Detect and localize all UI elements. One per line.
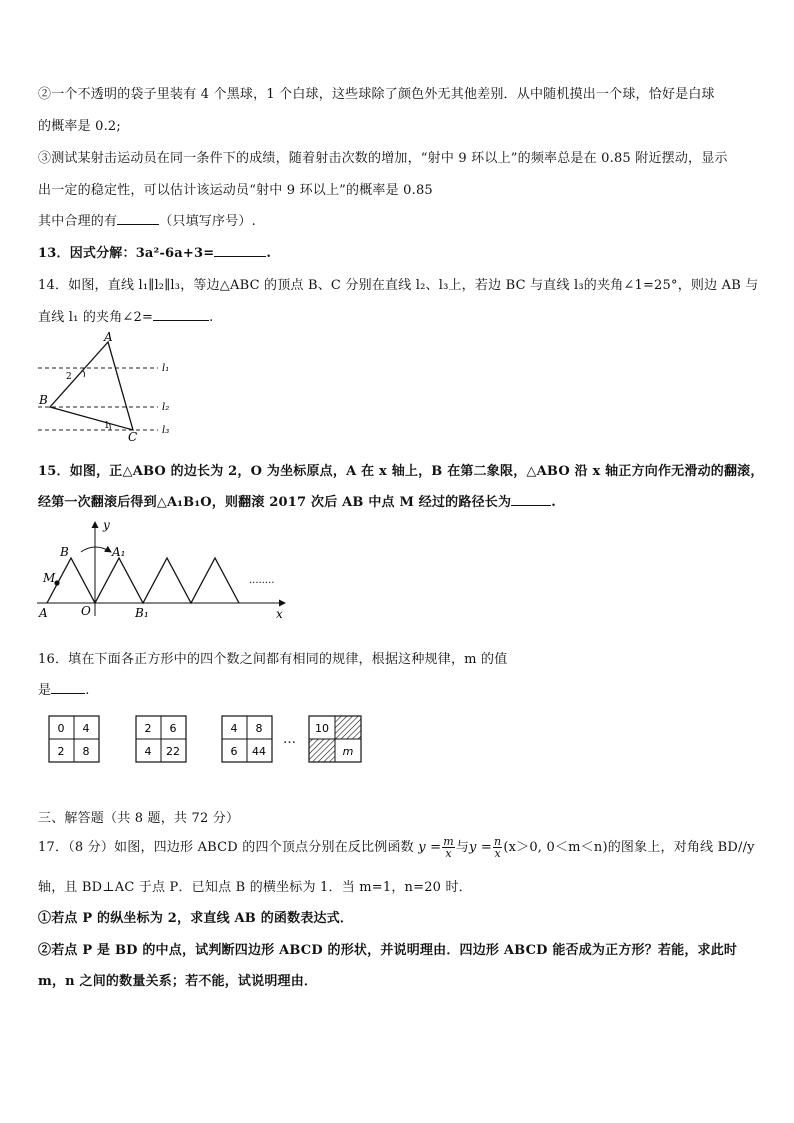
label-o: O — [81, 604, 91, 618]
number-square-3 — [221, 715, 273, 767]
q17-item2-line2: m，n 之间的数量关系；若不能，试说明理由． — [38, 974, 318, 989]
ellipsis: … — [283, 732, 296, 747]
q15-line2 — [38, 491, 556, 510]
square-1-tl: 0 — [57, 722, 65, 735]
number-square-2 — [135, 715, 187, 767]
label-c: C — [128, 430, 138, 444]
triangle-abc — [50, 342, 133, 430]
label-l1: l₁ — [162, 363, 170, 374]
label-b: B — [60, 545, 69, 559]
square-3-tr: 8 — [255, 722, 263, 735]
q14-figure — [30, 330, 190, 445]
section-title: 三、解答题（共 8 题，共 72 分） — [38, 811, 240, 826]
f2-lhs: y = — [469, 840, 493, 855]
hatched-cell-bl — [309, 739, 335, 762]
square-4-tl: 10 — [315, 722, 329, 735]
q12-answer-prefix: 其中合理的有 — [38, 214, 118, 229]
q17-intro: 17．（8 分）如图，四边形 ABCD 的四个顶点分别在反比例函数 — [38, 840, 414, 855]
q13-end: . — [266, 246, 272, 261]
label-x: x — [276, 607, 283, 621]
f1-lhs: y = — [418, 840, 442, 855]
q12-answer-suffix: （只填写序号）. — [159, 214, 256, 229]
q12-item3-line2: 出一定的稳定性，可以估计该运动员“射中 9 环以上”的概率是 0.85 — [38, 183, 433, 198]
roll-arrow — [81, 547, 111, 552]
label-a1: A₁ — [112, 545, 126, 559]
triangle-chain — [47, 558, 239, 603]
label-b1: B₁ — [135, 606, 149, 620]
square-1-tr: 4 — [82, 722, 90, 735]
q14-line2-text: 直线 l₁ 的夹角∠2= — [38, 310, 154, 325]
square-2-tr: 6 — [169, 722, 177, 735]
q16-line2 — [38, 679, 90, 698]
q14-blank — [153, 308, 209, 321]
label-angle-1: 1 — [104, 421, 110, 431]
square-2-tl: 2 — [144, 722, 152, 735]
label-b: B — [39, 393, 48, 407]
square-3-bl: 6 — [230, 745, 238, 758]
square-1-bl: 2 — [57, 745, 65, 758]
label-y: y — [103, 518, 110, 532]
q17-line2: 轴，且 BD⊥AC 于点 P．已知点 B 的横坐标为 1．当 m=1，n=20 时． — [38, 880, 472, 895]
q12-item2-line1: ②一个不透明的袋子里装有 4 个黑球，1 个白球，这些球除了颜色外无其他差别．从中随机摸出一个球，恰好是白球 — [38, 87, 715, 102]
q15-end: . — [551, 495, 556, 510]
label-l2: l₂ — [162, 402, 170, 413]
q14-line2 — [38, 306, 213, 325]
label-angle-2: 2 — [66, 372, 72, 382]
q12-answer-line — [38, 210, 256, 229]
q13-text: 13．因式分解：3a²-6a+3= — [38, 246, 215, 261]
q13-line — [38, 242, 271, 261]
fraction-m-over-x: $\frac{m}{x}$ — [443, 835, 454, 860]
q14-end: . — [209, 310, 214, 325]
q12-answer-blank — [117, 212, 159, 225]
label-m: M — [43, 571, 56, 585]
q17-mid: 与 — [455, 840, 470, 855]
square-4-br: m — [342, 745, 354, 758]
square-3-br: 44 — [252, 745, 266, 758]
label-a: A — [39, 606, 48, 620]
q14-line1: 14．如图，直线 l₁∥l₂∥l₃，等边△ABC 的顶点 B、C 分别在直线 l₂、l₃上，若边 BC 与直线 l₃的夹角∠1=25°，则边 AB 与 — [38, 278, 759, 293]
q15-line2-text: 经第一次翻滚后得到△A₁B₁O，则翻滚 2017 次后 AB 中点 M 经过的路径长为 — [38, 495, 512, 510]
q17-condition: (x＞0, 0＜m＜n)的图象上，对角线 BD//y — [503, 840, 755, 855]
q16-blank — [51, 681, 85, 694]
q12-item3-line1: ③测试某射击运动员在同一条件下的成绩，随着射击次数的增加，“射中 9 环以上”的频率总是在 0.85 附近摆动，显示 — [38, 151, 728, 166]
square-2-bl: 4 — [144, 745, 152, 758]
fraction-n-over-x: $\frac{n}{x}$ — [494, 835, 502, 860]
q15-line1: 15．如图，正△ABO 的边长为 2，O 为坐标原点，A 在 x 轴上，B 在第二象限，△ABO 沿 x 轴正方向作无滑动的翻滚， — [38, 464, 764, 479]
q16-line2-text: 是 — [38, 683, 52, 698]
q17-item2-line1: ②若点 P 是 BD 的中点，试判断四边形 ABCD 的形状，并说明理由．四边形 ABCD 能否成为正方形？若能，求此时 — [38, 943, 738, 958]
square-2-br: 22 — [166, 745, 180, 758]
label-a: A — [104, 330, 113, 344]
q16-end: . — [85, 683, 90, 698]
q17-line1 — [38, 836, 755, 860]
q15-figure — [35, 516, 290, 624]
hatched-cell-tr — [335, 716, 361, 739]
q17-item1: ①若点 P 的纵坐标为 2，求直线 AB 的函数表达式． — [38, 911, 354, 926]
continuation-dots: ........ — [249, 575, 275, 586]
square-1-br: 8 — [82, 745, 90, 758]
number-square-1 — [48, 715, 100, 767]
q15-blank — [511, 493, 551, 506]
q16-line1: 16．填在下面各正方形中的四个数之间都有相同的规律，根据这种规律，m 的值 — [38, 652, 508, 667]
square-3-tl: 4 — [230, 722, 238, 735]
q12-item2-line2: 的概率是 0.2; — [38, 119, 121, 134]
number-square-4 — [308, 715, 362, 767]
q13-blank — [214, 244, 266, 257]
label-l3: l₃ — [162, 425, 170, 436]
